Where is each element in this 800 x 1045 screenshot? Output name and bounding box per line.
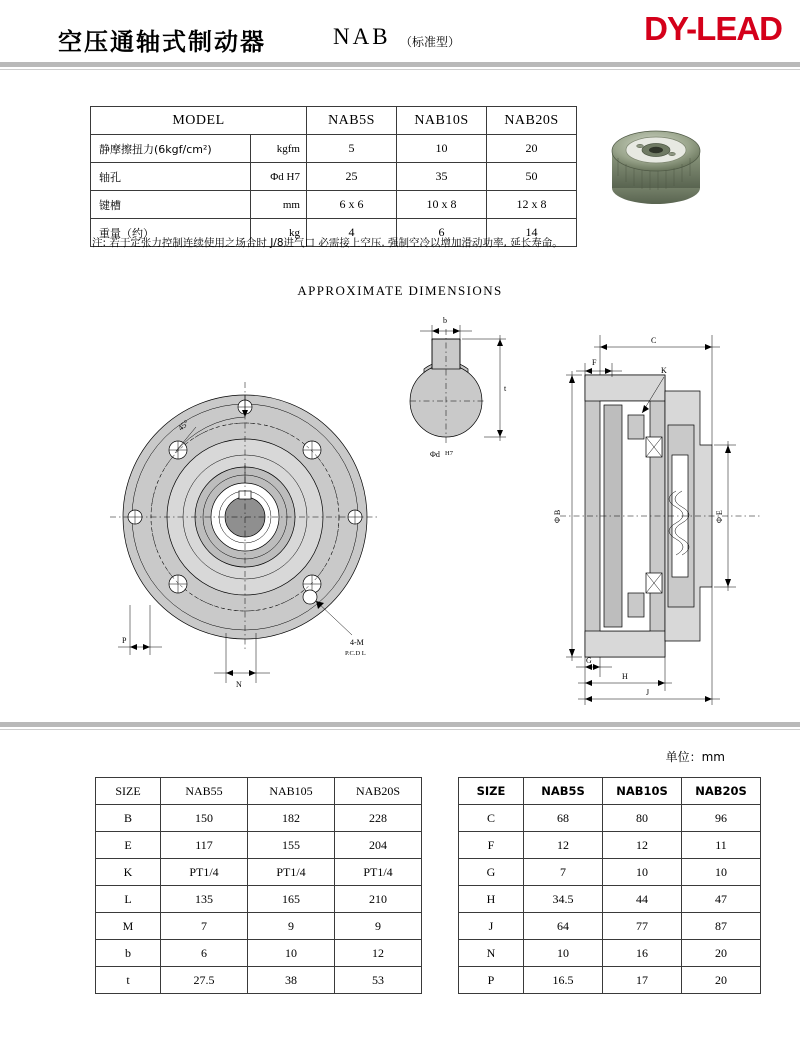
dim-key: M	[96, 913, 161, 940]
table-row-header	[459, 778, 761, 805]
approximate-dimensions-title: APPROXIMATE DIMENSIONS	[297, 283, 503, 298]
label-t: t	[504, 384, 507, 393]
dim-left-header-2: NAB105	[248, 778, 335, 805]
dim-key: P	[459, 967, 524, 994]
label-C: C	[651, 336, 657, 345]
dim-cell: 204	[335, 832, 422, 859]
dim-cell: 9	[248, 913, 335, 940]
dim-cell: 47	[682, 886, 761, 913]
spec-cell: 14	[487, 219, 577, 247]
label-4M: 4-M	[350, 638, 364, 647]
dim-key: L	[96, 886, 161, 913]
label-phi-d: Φd	[430, 450, 440, 459]
table-row	[459, 886, 761, 913]
dim-cell: 96	[682, 805, 761, 832]
dim-key: t	[96, 967, 161, 994]
dim-cell: 17	[603, 967, 682, 994]
table-row	[96, 940, 422, 967]
dimension-table-left-container	[95, 777, 422, 994]
spec-cell: 12 x 8	[487, 191, 577, 219]
dim-cell: 228	[335, 805, 422, 832]
table-row	[96, 832, 422, 859]
model-name: NAB	[333, 24, 391, 49]
label-J: J	[646, 688, 650, 697]
dim-right-header-1: NAB5S	[524, 778, 603, 805]
section-divider	[0, 722, 800, 727]
spec-row-unit-keyway: mm	[251, 191, 307, 219]
label-pcd: P.C.D L	[345, 650, 366, 657]
dim-cell: 12	[335, 940, 422, 967]
dim-cell: 34.5	[524, 886, 603, 913]
label-P: P	[122, 636, 127, 645]
dim-cell: 12	[524, 832, 603, 859]
header-divider-thin	[0, 69, 800, 70]
spec-cell: 6 x 6	[307, 191, 397, 219]
dim-cell: 10	[682, 859, 761, 886]
spec-row-unit-weight: kg	[251, 219, 307, 247]
dim-key: F	[459, 832, 524, 859]
spec-cell: 25	[307, 163, 397, 191]
label-b: b	[443, 316, 447, 325]
label-h7: H7	[445, 450, 453, 457]
spec-header-model: MODEL	[91, 107, 307, 135]
dim-cell: 6	[161, 940, 248, 967]
table-row	[459, 940, 761, 967]
dim-right-header-2: NAB10S	[603, 778, 682, 805]
dim-cell: 182	[248, 805, 335, 832]
table-row	[96, 805, 422, 832]
bore-detail-drawing	[410, 316, 507, 459]
section-divider-thin	[0, 729, 800, 730]
dim-cell: 68	[524, 805, 603, 832]
spec-row-label-bore: 轴孔	[91, 163, 251, 191]
label-phi-E: Φ E	[715, 510, 724, 523]
table-row	[91, 191, 577, 219]
dim-left-header-1: NAB55	[161, 778, 248, 805]
dim-key: N	[459, 940, 524, 967]
table-row-header	[91, 107, 577, 135]
dim-cell: PT1/4	[248, 859, 335, 886]
spec-note: 注: 若于定张力控制连续使用之场合时 J/8进气口 必需接上空压. 强制空冷以增加滑动功率, 延长寿命。	[92, 237, 563, 249]
dim-cell: 10	[248, 940, 335, 967]
spec-cell: 10 x 8	[397, 191, 487, 219]
spec-cell: 50	[487, 163, 577, 191]
spec-table-container	[90, 106, 577, 247]
dim-cell: 155	[248, 832, 335, 859]
dim-cell: 53	[335, 967, 422, 994]
dim-cell: 77	[603, 913, 682, 940]
spec-row-label-keyway: 键槽	[91, 191, 251, 219]
label-K: K	[661, 366, 667, 375]
label-H: H	[622, 672, 628, 681]
dim-cell: 20	[682, 940, 761, 967]
dim-cell: 210	[335, 886, 422, 913]
spec-cell: 4	[307, 219, 397, 247]
spec-header-nab10s: NAB10S	[397, 107, 487, 135]
dim-cell: 44	[603, 886, 682, 913]
label-angle: 45°	[176, 418, 191, 433]
spec-row-label-weight: 重量（约）	[91, 219, 251, 247]
technical-drawings	[0, 305, 800, 715]
dim-key: J	[459, 913, 524, 940]
dim-key: K	[96, 859, 161, 886]
dim-cell: 10	[524, 940, 603, 967]
dim-cell: PT1/4	[161, 859, 248, 886]
dimension-table-right	[458, 777, 761, 994]
table-row	[459, 832, 761, 859]
table-row	[459, 967, 761, 994]
dim-left-header-size: SIZE	[96, 778, 161, 805]
dim-key: E	[96, 832, 161, 859]
page-title: 空压通轴式制动器	[58, 28, 266, 56]
dim-cell: 38	[248, 967, 335, 994]
dim-cell: 20	[682, 967, 761, 994]
dim-cell: 10	[603, 859, 682, 886]
dim-right-header-3: NAB20S	[682, 778, 761, 805]
dim-cell: PT1/4	[335, 859, 422, 886]
table-row	[96, 913, 422, 940]
dim-key: b	[96, 940, 161, 967]
dim-key: C	[459, 805, 524, 832]
spec-cell: 20	[487, 135, 577, 163]
dim-cell: 150	[161, 805, 248, 832]
model-subtitle: （标准型）	[400, 35, 461, 49]
spec-cell: 35	[397, 163, 487, 191]
table-row	[459, 805, 761, 832]
spec-cell: 5	[307, 135, 397, 163]
dim-cell: 16.5	[524, 967, 603, 994]
dim-cell: 165	[248, 886, 335, 913]
dimension-table-right-container	[458, 777, 761, 994]
dimension-table-left	[95, 777, 422, 994]
dim-cell: 7	[524, 859, 603, 886]
table-row	[91, 135, 577, 163]
dim-key: B	[96, 805, 161, 832]
dim-cell: 12	[603, 832, 682, 859]
spec-header-nab20s: NAB20S	[487, 107, 577, 135]
dim-cell: 87	[682, 913, 761, 940]
spec-row-unit-bore: Φd H7	[251, 163, 307, 191]
dim-cell: 27.5	[161, 967, 248, 994]
label-phi-B: Φ B	[553, 509, 562, 523]
spec-cell: 6	[397, 219, 487, 247]
dim-cell: 64	[524, 913, 603, 940]
table-row	[96, 886, 422, 913]
table-row-header	[96, 778, 422, 805]
table-row	[96, 967, 422, 994]
dim-cell: 11	[682, 832, 761, 859]
dim-cell: 135	[161, 886, 248, 913]
product-photo	[596, 106, 716, 216]
unit-note: 单位：mm	[665, 750, 725, 764]
dim-key: H	[459, 886, 524, 913]
dim-cell: 117	[161, 832, 248, 859]
brand-logo: DY-LEAD	[644, 10, 782, 47]
unit-value: mm	[701, 750, 725, 764]
dim-cell: 9	[335, 913, 422, 940]
table-row	[459, 913, 761, 940]
table-row	[459, 859, 761, 886]
dim-cell: 7	[161, 913, 248, 940]
section-view-drawing	[553, 335, 760, 705]
spec-row-unit-torque: kgfm	[251, 135, 307, 163]
spec-row-label-torque: 静摩擦扭力(6kgf/cm²)	[91, 135, 251, 163]
dim-right-header-size: SIZE	[459, 778, 524, 805]
table-row	[96, 859, 422, 886]
spec-table	[90, 106, 577, 247]
header-divider	[0, 62, 800, 67]
label-F: F	[592, 358, 597, 367]
label-N: N	[236, 680, 242, 689]
page-header	[0, 0, 800, 62]
spec-cell: 10	[397, 135, 487, 163]
spec-header-nab5s: NAB5S	[307, 107, 397, 135]
table-row	[91, 163, 577, 191]
unit-label: 单位	[665, 750, 690, 764]
dim-left-header-3: NAB20S	[335, 778, 422, 805]
dim-cell: 80	[603, 805, 682, 832]
label-G: G	[586, 656, 592, 665]
front-view-drawing	[110, 382, 380, 689]
dim-cell: 16	[603, 940, 682, 967]
dim-key: G	[459, 859, 524, 886]
